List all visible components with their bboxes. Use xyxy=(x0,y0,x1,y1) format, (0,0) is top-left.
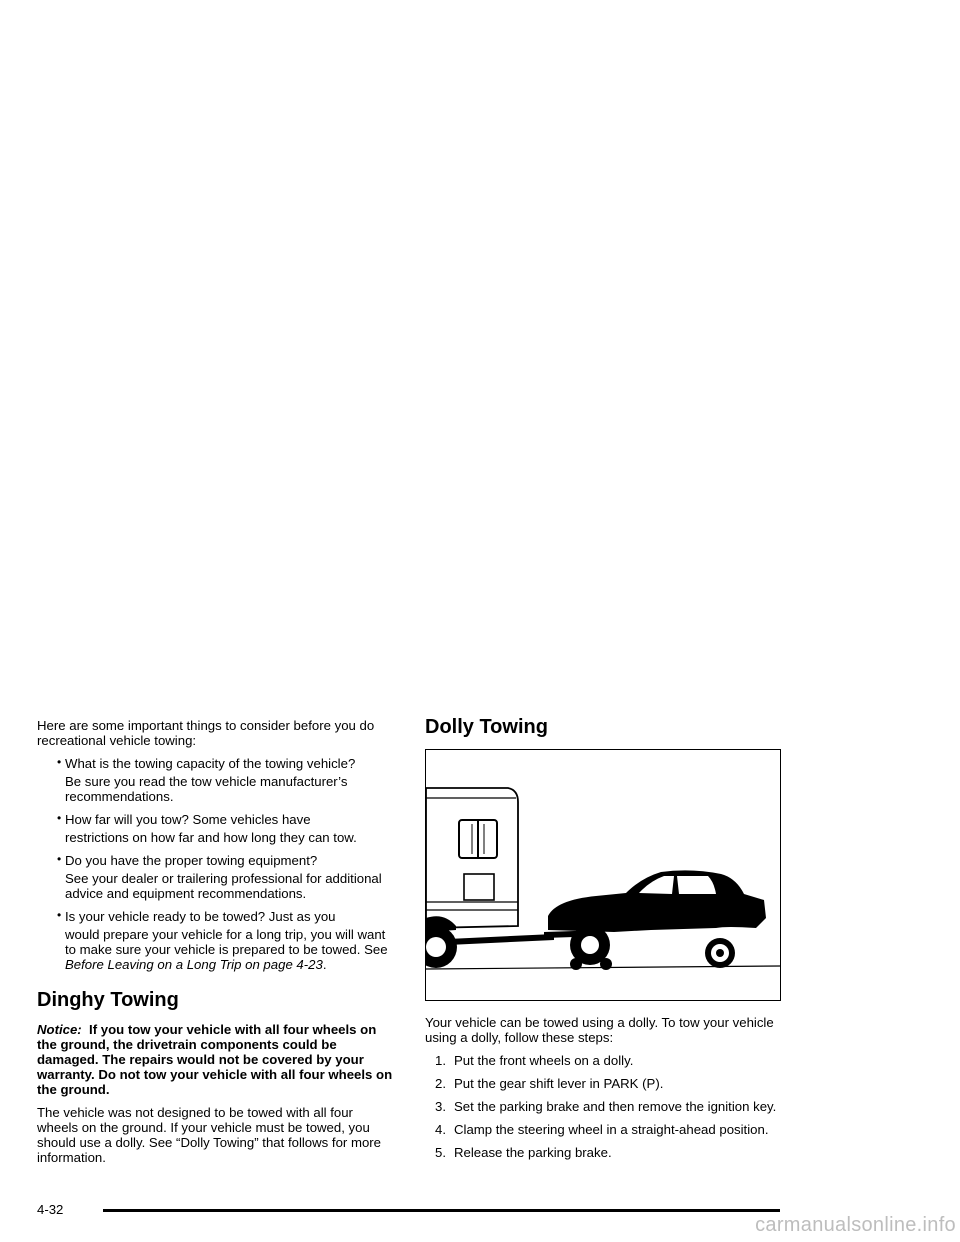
bullet-answer: restrictions on how far and how long they can tow. xyxy=(65,830,357,845)
notice-paragraph xyxy=(37,1022,393,1097)
bullet-question: What is the towing capacity of the towing vehicle? xyxy=(65,756,356,771)
step-text: Put the front wheels on a dolly. xyxy=(454,1053,634,1068)
step-number: 3. xyxy=(435,1099,446,1114)
bullet-icon: • xyxy=(57,852,62,866)
dolly-towing-heading: Dolly Towing xyxy=(425,716,548,738)
list-item xyxy=(37,812,393,845)
bullet-answer: Be sure you read the tow vehicle manufacturer’s recommendations. xyxy=(65,774,348,804)
list-item xyxy=(425,1053,781,1068)
intro-paragraph: Here are some important things to consider before you do recreational vehicle towing: xyxy=(37,718,375,748)
step-text: Put the gear shift lever in PARK (P). xyxy=(454,1076,664,1091)
dinghy-towing-heading: Dinghy Towing xyxy=(37,989,179,1011)
watermark: carmanualsonline.info xyxy=(755,1214,956,1236)
list-item xyxy=(37,909,393,972)
page-number: 4-32 xyxy=(37,1202,64,1217)
step-number: 1. xyxy=(435,1053,446,1068)
step-text: Clamp the steering wheel in a straight-ahead position. xyxy=(454,1122,769,1137)
dinghy-body-paragraph: The vehicle was not designed to be towed with all four wheels on the ground. If your vehicle must be towed, you should use a dolly. See “Dolly Towing” that follows for more information. xyxy=(37,1105,382,1165)
bullet-icon: • xyxy=(57,755,62,769)
list-item xyxy=(425,1145,781,1160)
bullet-answer: See your dealer or trailering professional for additional advice and equipment recommendations. xyxy=(65,871,382,901)
bullet-icon: • xyxy=(57,811,62,825)
bullet-question: Do you have the proper towing equipment? xyxy=(65,853,318,868)
step-text: Release the parking brake. xyxy=(454,1145,612,1160)
right-column xyxy=(425,715,781,1168)
list-item xyxy=(425,1076,781,1091)
step-number: 2. xyxy=(435,1076,446,1091)
list-item xyxy=(425,1099,781,1114)
list-item xyxy=(37,853,393,901)
step-number: 5. xyxy=(435,1145,446,1160)
bullet-icon: • xyxy=(57,908,62,922)
left-column xyxy=(37,718,393,1173)
footer-rule xyxy=(103,1209,780,1212)
considerations-list xyxy=(37,756,393,972)
bullet-question: Is your vehicle ready to be towed? Just as you xyxy=(65,909,336,924)
towing-illustration-svg xyxy=(426,750,780,1000)
notice-label: Notice: xyxy=(37,1022,82,1037)
notice-text: If you tow your vehicle with all four wheels on the ground, the drivetrain components could be damaged. The repairs would not be covered by your warranty. Do not tow your vehicle with all four wheels on the ground. xyxy=(37,1022,393,1097)
step-number: 4. xyxy=(435,1122,446,1137)
list-item xyxy=(37,756,393,804)
step-text: Set the parking brake and then remove the ignition key. xyxy=(454,1099,777,1114)
list-item xyxy=(425,1122,781,1137)
bullet-question: How far will you tow? Some vehicles have xyxy=(65,812,311,827)
bullet-answer: would prepare your vehicle for a long trip, you will want to make sure your vehicle is prepared to be towed. See xyxy=(65,927,388,957)
dolly-towing-illustration xyxy=(425,749,781,1001)
bullet-tail: . xyxy=(322,957,327,972)
dolly-steps-list xyxy=(425,1053,781,1160)
dolly-intro-paragraph: Your vehicle can be towed using a dolly. To tow your vehicle using a dolly, follow these steps: xyxy=(425,1015,774,1045)
cross-reference-link[interactable]: Before Leaving on a Long Trip on page 4-23 xyxy=(65,957,323,972)
